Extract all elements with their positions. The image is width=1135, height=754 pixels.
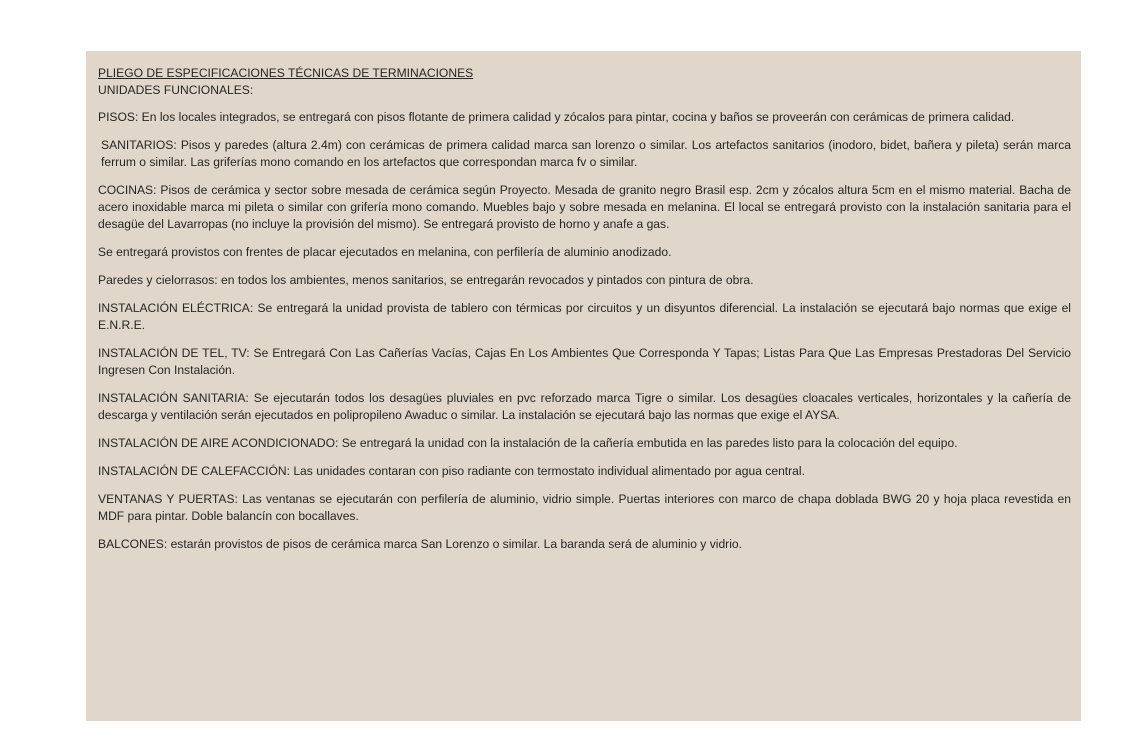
paragraph-sanitarios: SANITARIOS: Pisos y paredes (altura 2.4m) con cerámicas de primera calidad marca san lorenzo o similar. Los artefactos sanitarios (inodoro, bidet, bañera y pileta) serán marca ferrum o similar. Las griferías mono comando en los artefactos que correspondan marca fv o similar. [101, 138, 1071, 169]
paragraph-instalacion-tel-tv: INSTALACIÓN DE TEL, TV: Se Entregará Con Las Cañerías Vacías, Cajas En Los Ambientes Que Corresponda Y Tapas; Listas Para Que Las Empresas Prestadoras Del Servicio Ingresen Con Instalación. [98, 346, 1071, 377]
paragraph-ventanas-puertas: VENTANAS Y PUERTAS: Las ventanas se ejecutarán con perfilería de aluminio, vidrio simple. Puertas interiores con marco de chapa doblada BWG 20 y hoja placa revestida en MDF para pintar. Doble balancín con bocallaves. [98, 492, 1071, 523]
paragraph-instalacion-sanitaria: INSTALACIÓN SANITARIA: Se ejecutarán todos los desagües pluviales en pvc reforzado marca Tigre o similar. Los desagües cloacales verticales, horizontales y la cañería de descarga y ventilación serán ejecutados en polipropileno Awaduc o similar. La instalación se ejecutará bajo las normas que exige el AYSA. [98, 391, 1071, 422]
paragraph-placares: Se entregará provistos con frentes de placar ejecutados en melanina, con perfilería de aluminio anodizado. [98, 245, 672, 259]
paragraph-aire-acondicionado: INSTALACIÓN DE AIRE ACONDICIONADO: Se entregará la unidad con la instalación de la cañería embutida en las paredes listo para la colocación del equipo. [98, 436, 958, 450]
paragraph-paredes: Paredes y cielorrasos: en todos los ambientes, menos sanitarios, se entregarán revocados y pintados con pintura de obra. [98, 273, 754, 287]
paragraph-calefaccion: INSTALACIÓN DE CALEFACCIÓN: Las unidades contaran con piso radiante con termostato individual alimentado por agua central. [98, 464, 805, 478]
paragraph-instalacion-electrica: INSTALACIÓN ELÉCTRICA: Se entregará la unidad provista de tablero con térmicas por circuitos y un disyuntos diferencial. La instalación se ejecutará bajo normas que exige el E.N.R.E. [98, 301, 1071, 332]
document-page [86, 51, 1081, 721]
paragraph-cocinas: COCINAS: Pisos de cerámica y sector sobre mesada de cerámica según Proyecto. Mesada de granito negro Brasil esp. 2cm y zócalos altura 5cm en el mismo material. Bacha de acero inoxidable marca mi pileta o similar con grifería mono comando. Muebles bajo y sobre mesada en melanina. El local se entregará provisto con la instalación sanitaria para el desagüe del Lavarropas (no incluye la provisión del mismo). Se entregará provisto de horno y anafe a gas. [98, 183, 1071, 231]
paragraph-pisos: PISOS: En los locales integrados, se entregará con pisos flotante de primera calidad y zócalos para pintar, cocina y baños se proveerán con cerámicas de primera calidad. [98, 110, 1015, 124]
paragraph-balcones: BALCONES: estarán provistos de pisos de cerámica marca San Lorenzo o similar. La baranda será de aluminio y vidrio. [98, 537, 742, 551]
document-title: PLIEGO DE ESPECIFICACIONES TÉCNICAS DE TERMINACIONES [98, 66, 474, 80]
document-subtitle: UNIDADES FUNCIONALES: [98, 83, 254, 97]
